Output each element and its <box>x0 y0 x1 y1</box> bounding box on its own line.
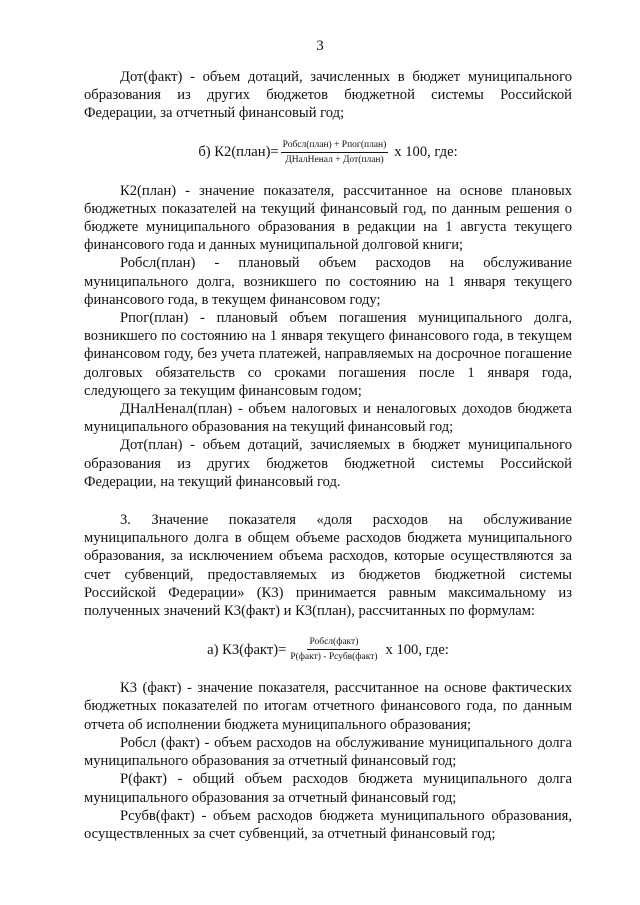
paragraph-dot-fact: Дот(факт) - объем дотаций, зачисленных в бюджет муниципального образования из других бюджетов бюджетной системы Российской Федерации, за отчетный финансовый год; <box>84 69 572 122</box>
formula-k3-denominator: Р(факт) - Рсубв(факт) <box>290 652 378 663</box>
formula-k2-plan <box>84 139 572 166</box>
formula-k3-suffix: х 100, где: <box>385 641 449 658</box>
formula-k2-fraction <box>281 139 389 166</box>
paragraph-rpog-plan: Рпог(план) - плановый объем погашения муниципального долга, возникшего по состоянию на 1 января текущего финансового года, в текущем финансовом году, без учета платежей, направляемых на досрочное погашение долговых обязательств со сроками погашения после 1 января года, следующего за текущим финансовым годом; <box>84 310 572 399</box>
formula-k3-fact <box>84 636 572 663</box>
page-body <box>84 68 572 843</box>
paragraph-k2-plan: К2(план) - значение показателя, рассчитанное на основе плановых бюджетных показателей на текущий финансовый год, по данным решения о бюджете муниципального образования в редакции на 1 августа текущего финансового года и данных муниципальной долговой книги; <box>84 182 572 254</box>
paragraph-dot-plan: Дот(план) - объем дотаций, зачисляемых в бюджет муниципального образования из других бюджетов бюджетной системы Российской Федерации, на текущий финансовый год. <box>84 437 572 490</box>
paragraph-k3-fact: К3 (факт) - значение показателя, рассчитанное на основе фактических бюджетных показателей по итогам отчетного финансового года, по данным отчета об исполнении бюджета муниципального образования; <box>84 680 572 733</box>
paragraph-dnalnenal-plan: ДНалНенал(план) - объем налоговых и неналоговых доходов бюджета муниципального образования на текущий финансовый год; <box>84 401 572 436</box>
paragraph-r-fact: Р(факт) - общий объем расходов бюджета муниципального долга муниципального образования за отчетный финансовый год; <box>84 771 572 806</box>
paragraph-robsl-plan: Робсл(план) - плановый объем расходов на обслуживание муниципального долга, возникшего по состоянию на 1 января текущего финансового года, в текущем финансовом году; <box>84 255 572 308</box>
formula-k3-prefix: а) К3(факт)= <box>207 641 287 658</box>
formula-k2-prefix: б) К2(план)= <box>198 144 279 160</box>
formula-k2-numerator: Робсл(план) + Рпог(план) <box>281 139 389 153</box>
formula-k2-suffix: х 100, где: <box>394 144 458 160</box>
paragraph-robsl-fact: Робсл (факт) - объем расходов на обслуживание муниципального долга муниципального образования за отчетный финансовый год; <box>84 734 572 770</box>
formula-k3-numerator: Робсл(факт) <box>307 636 360 650</box>
formula-k2-denominator: ДНалНенал + Дот(план) <box>285 154 384 165</box>
page-number: 3 <box>316 38 324 54</box>
formula-k3-fraction <box>288 636 379 663</box>
paragraph-rsubv-fact: Рсубв(факт) - объем расходов бюджета муниципального образования, осуществленных за счет субвенций, за отчетный финансовый год; <box>84 807 572 842</box>
section-gap <box>84 491 572 511</box>
paragraph-section-3: 3. Значение показателя «доля расходов на обслуживание муниципального долга в общем объеме расходов бюджета муниципального образования, за исключением объема расходов, которые осуществляются за счет субвенций, предоставляемых из бюджетов бюджетной системы Российской Федерации» (К3) принимается равным максимальному из полученных значений К3(факт) и К3(план), рассчитанных по формулам: <box>84 512 572 620</box>
